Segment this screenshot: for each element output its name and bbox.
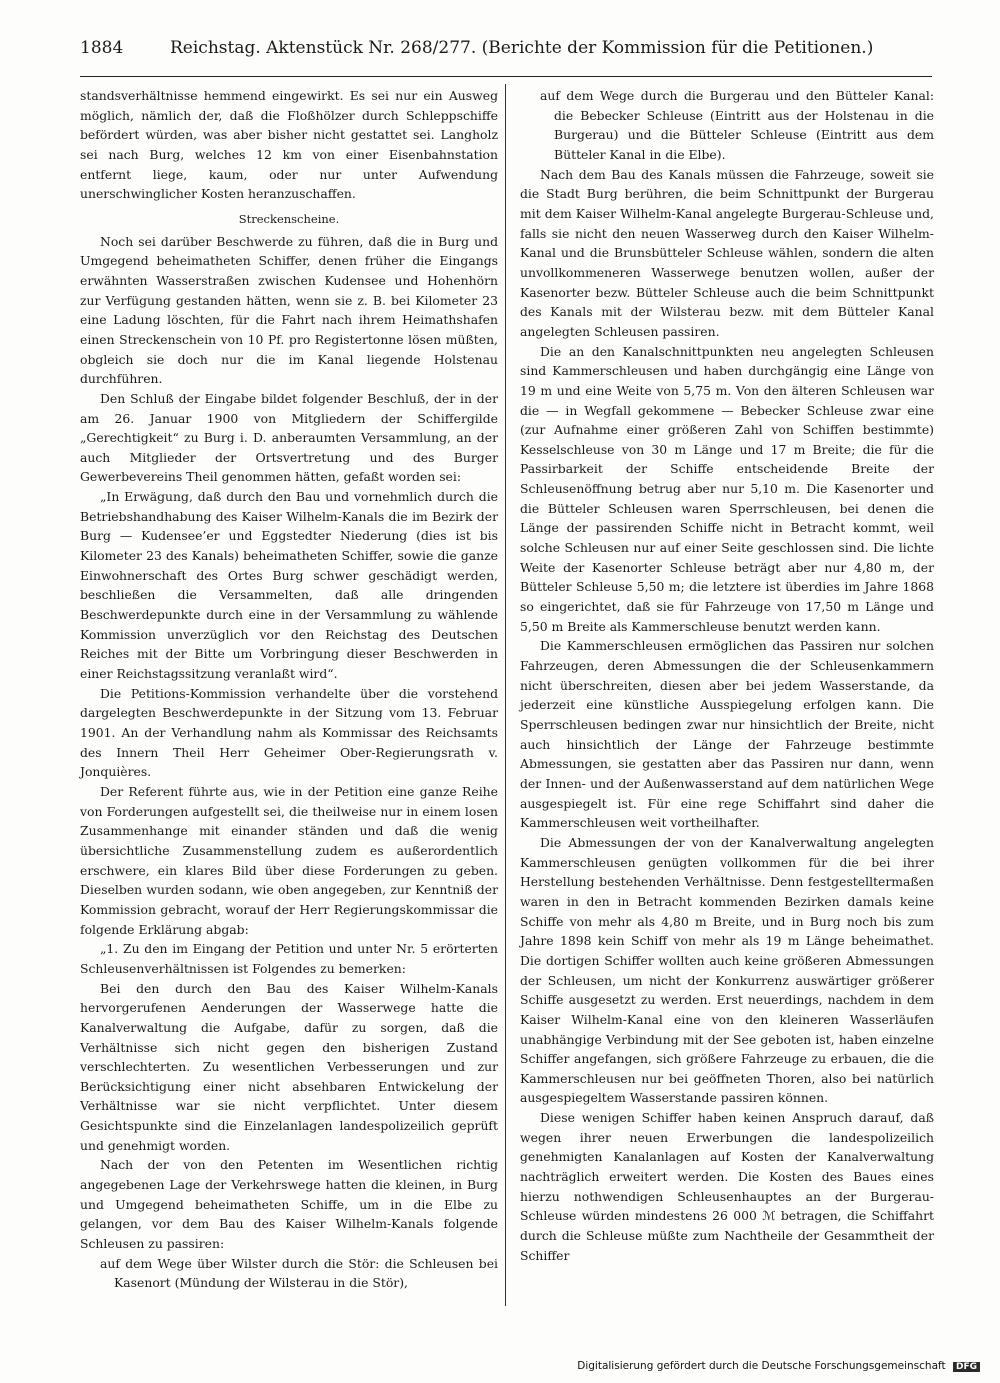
footer-text: Digitalisierung gefördert durch die Deutsche Forschungsgemeinschaft <box>577 1360 946 1372</box>
list-item: auf dem Wege über Wilster durch die Stör: die Schleusen bei Kasenort (Mündung der Wilsterau in die Stör), <box>100 1255 498 1291</box>
digitization-footer <box>577 1360 980 1372</box>
paragraph: Der Referent führte aus, wie in der Petition eine ganze Reihe von Forderungen aufgestellt sei, die theilweise nur in einem losen Zusammenhange mit einander ständen und daß die wenig übersichtliche Zusammenstellung zudem es außerordentlich erschwere, ein klares Bild über diese Forderungen zu geben. Dieselben wurden sodann, wie oben angegeben, zur Kenntniß der Kommission gebracht, worauf der Herr Regierungskommissar die folgende Erklärung abgab: <box>80 783 498 937</box>
section-subheading: Streckenscheine. <box>238 211 340 226</box>
list-item: auf dem Wege durch die Burgerau und den Bütteler Kanal: die Bebecker Schleuse (Eintritt aus der Holstenau in die Burgerau) und die Bütteler Schleuse (Eintritt aus dem Bütteler Kanal in die Elbe). <box>540 88 934 162</box>
paragraph: Noch sei darüber Beschwerde zu führen, daß die in Burg und Umgegend beheimatheten Schiffer, denen früher die Eingangs erwähnten Wasserstraßen zwischen Kudensee und Hohenhörn zur Verfügung gestanden hätten, wenn sie z. B. bei Kilometer 23 eine Ladung löschten, für die Fahrt nach ihrem Heimathshafen einen Streckenschein von 10 Pf. pro Registertonne lösen müßten, obgleich sie doch nur die im Kanal liegende Holstenau durchführen. <box>80 233 498 387</box>
paragraph: Die Abmessungen der von der Kanalverwaltung angelegten Kammerschleusen genügten vollkommen für die bei ihrer Herstellung bestehenden Verhältnisse. Denn festgestelltermaßen waren in den in Betracht kommenden Bezirken damals keine Schiffe von mehr als 4,80 m Breite, und in Burg noch bis zum Jahre 1898 kein Schiff von mehr als 19 m Länge beheimathet. Die dortigen Schiffer wollten auch keine größeren Abmessungen der Schleusen, um nicht der Konkurrenz auswärtiger größerer Schiffe ausgesetzt zu werden. Erst neuerdings, nachdem in dem Kaiser Wilhelm-Kanal eine von den kleineren Wasserläufen unabhängige Verbindung mit der See geboten ist, haben einzelne Schiffer angefangen, sich größere Fahrzeuge zu erbauen, die die Kammerschleusen nur bei geöffneten Thoren, also bei natürlich ausgespiegeltem Wasserstande passiren können. <box>520 834 934 1106</box>
header-rule <box>80 76 932 77</box>
running-title: Reichstag. Aktenstück Nr. 268/277. (Berichte der Kommission für die Petitionen.) <box>170 38 874 58</box>
paragraph: Nach der von den Petenten im Wesentlichen richtig angegebenen Lage der Verkehrswege hatten die kleinen, in Burg und Umgegend beheimatheten Schiffe, um in die Elbe zu gelangen, vor dem Bau des Kaiser Wilhelm-Kanals folgende Schleusen zu passiren: <box>80 1157 498 1252</box>
paragraph: Die Petitions-Kommission verhandelte über die vorstehend dargelegten Beschwerdepunkte in der Sitzung vom 13. Februar 1901. An der Verhandlung nahm als Kommissar des Reichsamts des Innern Theil Herr Geheimer Ober-Regierungsrath v. Jonquières. <box>80 685 498 780</box>
page-number: 1884 <box>80 38 124 58</box>
column-divider <box>505 84 506 1306</box>
paragraph: standsverhältnisse hemmend eingewirkt. Es sei nur ein Ausweg möglich, nämlich der, daß die Floßhölzer durch Schleppschiffe befördert würden, was aber bisher nicht gestattet sei. Langholz sei nach Burg, welches 12 km von einer Eisenbahnstation entfernt liege, kaum, oder nur unter Aufwendung unerschwinglicher Kosten heranzuschaffen. <box>80 88 498 202</box>
paragraph: Die Kammerschleusen ermöglichen das Passiren nur solchen Fahrzeugen, deren Abmessungen die der Schleusenkammern nicht überschreiten, diesen aber bei jedem Wasserstande, da jederzeit eine künstliche Ausspiegelung erfolgen kann. Die Sperrschleusen bedingen zwar nur hinsichtlich der Breite, nicht auch hinsichtlich der Länge der Fahrzeuge bestimmte Abmessungen, sie gestatten aber das Passiren nur dann, wenn der Innen- und der Außenwasserstand auf dem natürlichen Wege ausgespiegelt ist. Für eine rege Schiffahrt sind daher die Kammerschleusen weit vortheilhafter. <box>520 638 934 831</box>
right-column <box>520 86 934 1265</box>
paragraph: Bei den durch den Bau des Kaiser Wilhelm-Kanals hervorgerufenen Aenderungen der Wasserwege hatte die Kanalverwaltung die Aufgabe, dafür zu sorgen, daß die Verhältnisse sich nicht gegen den bisherigen Zustand verschlechterten. Zu wesentlichen Verbesserungen und zur Berücksichtigung einer nicht absehbaren Entwickelung der Verhältnisse war sie nicht verpflichtet. Unter diesem Gesichtspunkte sind die Einzelanlagen landespolizeilich geprüft und genehmigt worden. <box>80 980 498 1153</box>
dfg-logo: DFG <box>953 1362 980 1372</box>
paragraph: Die an den Kanalschnittpunkten neu angelegten Schleusen sind Kammerschleusen und haben durchgängig eine Länge von 19 m und eine Weite von 5,75 m. Von den älteren Schleusen war die — in Wegfall gekommene — Bebecker Schleuse zwar eine (zur Aufnahme einer größeren Zahl von Schiffen bestimmte) Kesselschleuse von 30 m Länge und 17 m Breite; die für die Passirbarkeit der Schiffe entscheidende Breite der Schleusenöffnung betrug aber nur 5,10 m. Die Kasenorter und die Bütteler Schleusen waren Sperrschleusen, bei denen die Länge der passirenden Schiffe nicht in Betracht kommt, weil solche Schleusen nur auf einer Seite geschlossen sind. Die lichte Weite der Kasenorter Schleuse beträgt aber nur 4,80 m, der Bütteler Schleuse 5,50 m; die letztere ist überdies im Jahre 1868 so eingerichtet, daß sie für Fahrzeuge von 17,50 m Länge und 5,50 m Breite als Kammerschleuse benutzt werden kann. <box>520 343 934 634</box>
paragraph: Diese wenigen Schiffer haben keinen Anspruch darauf, daß wegen ihrer neuen Erwerbungen die landespolizeilich genehmigten Kanalanlagen auf Kosten der Kanalverwaltung nachträglich erweitert werden. Die Kosten des Baues eines hierzu nothwendigen Schleusenhauptes an der Burgerau-Schleuse würden mindestens 26 000 ℳ betragen, die Schiffahrt durch die Schleuse müßte zum Nachtheile der Gesammtheit der Schiffer <box>520 1110 934 1263</box>
paragraph: Den Schluß der Eingabe bildet folgender Beschluß, der in der am 26. Januar 1900 von Mitgliedern der Schiffergilde „Gerechtigkeit“ zu Burg i. D. anberaumten Versammlung, an der auch Mitglieder der Ortsvertretung und des Burger Gewerbevereins Theil genommen hätten, gefaßt worden sei: <box>80 390 498 485</box>
paragraph: Nach dem Bau des Kanals müssen die Fahrzeuge, soweit sie die Stadt Burg berühren, die beim Schnittpunkt der Burgerau mit dem Kaiser Wilhelm-Kanal angelegte Burgerau-Schleuse und, falls sie nicht den neuen Wasserweg durch den Kaiser Wilhelm-Kanal und die Brunsbütteler Schleuse wählen, sondern die alten unvollkommeneren Wasserwege benutzen wollen, außer der Kasenorter bezw. Bütteler Schleuse auch die beim Schnittpunkt des Kanals mit der Wilsterau bezw. mit dem Bütteler Kanal angelegten Schleusen passiren. <box>520 166 934 339</box>
paragraph: „1. Zu den im Eingang der Petition und unter Nr. 5 erörterten Schleusenverhältnissen ist Folgendes zu bemerken: <box>80 941 498 976</box>
resolution-quote: „In Erwägung, daß durch den Bau und vornehmlich durch die Betriebshandhabung des Kaiser Wilhelm-Kanals die im Bezirk der Burg — Kudensee’er und Eggstedter Niederung (dies ist bis Kilometer 23 des Kanals) beheimatheten Schiffer, sowie die ganze Einwohnerschaft des Ortes Burg schwer geschädigt werden, beschließen die Versammelten, daß alle dringenden Beschwerdepunkte durch eine in der Versammlung zu wählende Kommission unverzüglich vor den Reichstag des Deutschen Reiches mit der Bitte um Vorbringung dieser Beschwerden in einer Reichstagssitzung veranlaßt wird“. <box>80 489 498 682</box>
left-column <box>80 86 498 1293</box>
